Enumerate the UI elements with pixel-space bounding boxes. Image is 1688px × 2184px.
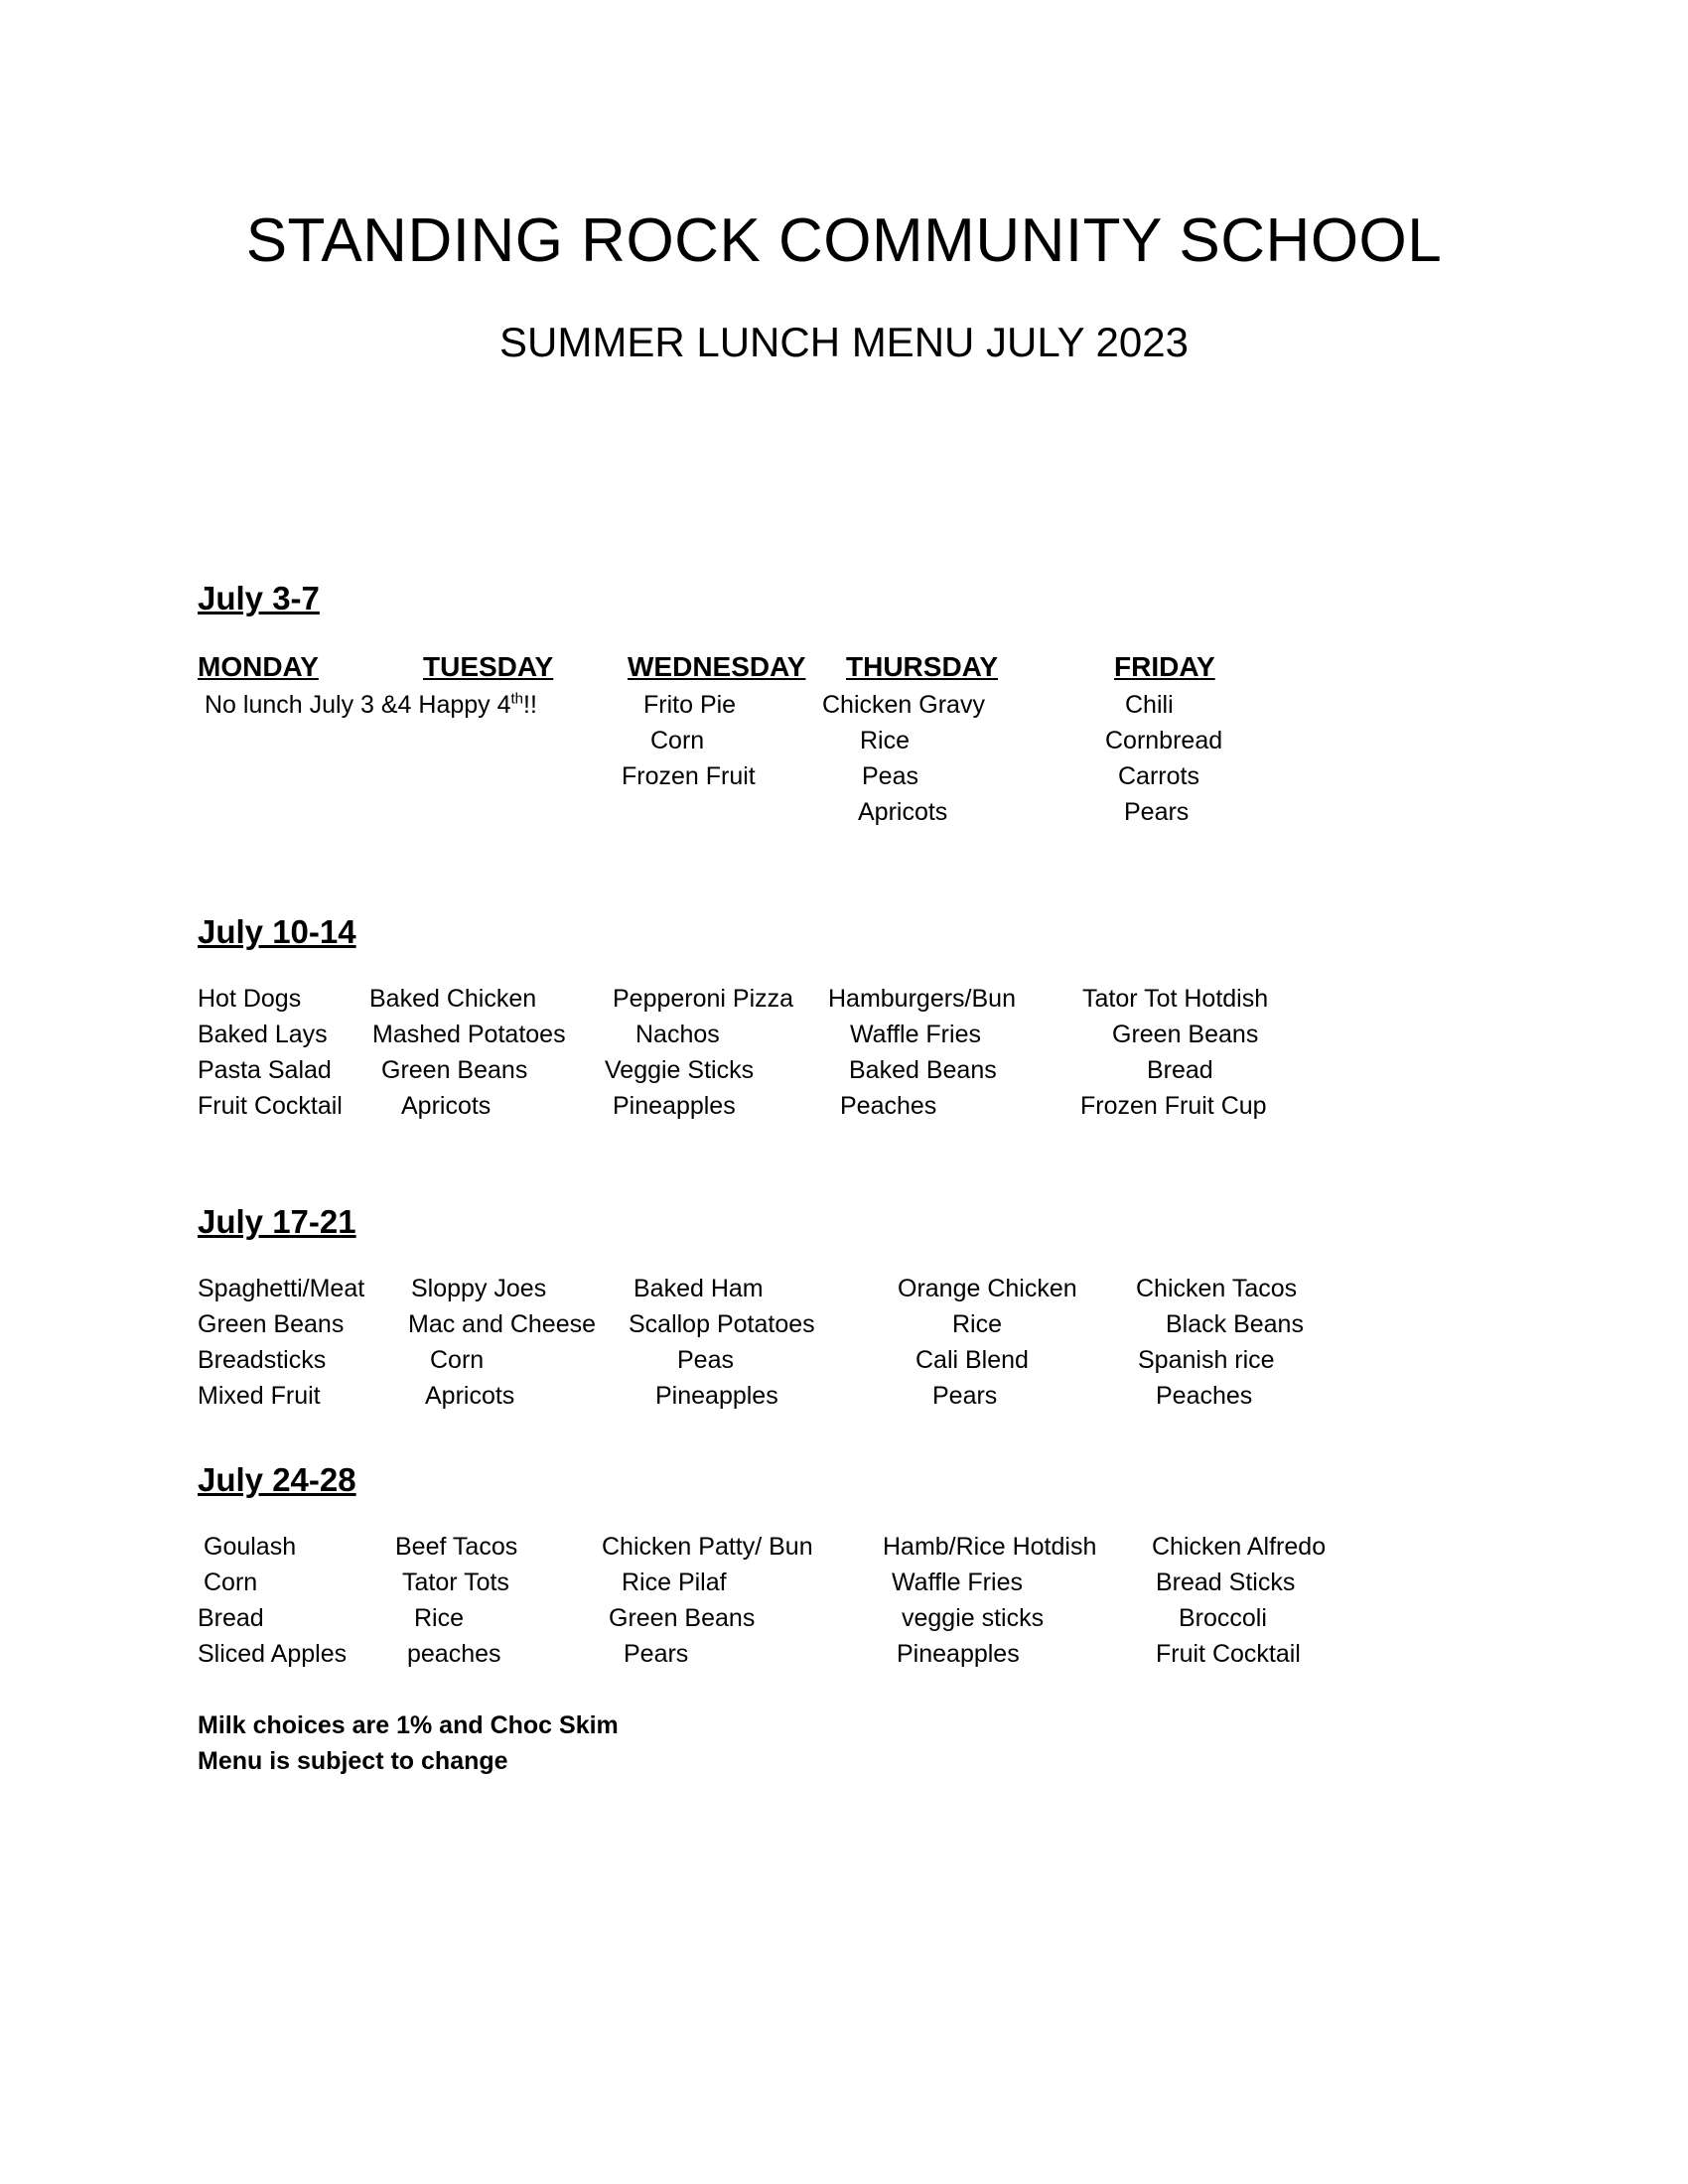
week-heading-july-3-7: July 3-7 <box>198 580 320 616</box>
menu-item: Frito Pie <box>643 691 737 719</box>
menu-item: Green Beans <box>198 1310 345 1338</box>
menu-item: Peaches <box>840 1092 937 1120</box>
menu-item: veggie sticks <box>902 1604 1045 1632</box>
menu-item: Corn <box>204 1569 258 1596</box>
menu-item: Beef Tacos <box>395 1533 518 1561</box>
menu-item: Pears <box>624 1640 689 1668</box>
menu-item: Apricots <box>858 798 948 826</box>
menu-item: Rice Pilaf <box>622 1569 727 1596</box>
menu-item: Nachos <box>635 1021 720 1048</box>
menu-item: Pineapples <box>613 1092 736 1120</box>
menu-item: peaches <box>407 1640 501 1668</box>
menu-item: Apricots <box>425 1382 515 1410</box>
day-header-wednesday: WEDNESDAY <box>628 651 806 682</box>
menu-item: Bread <box>198 1604 264 1632</box>
menu-item: Peaches <box>1156 1382 1253 1410</box>
menu-item: Fruit Cocktail <box>1156 1640 1301 1668</box>
week-heading-july-10-14: July 10-14 <box>198 913 356 950</box>
menu-item: Rice <box>860 727 911 754</box>
menu-item: Waffle Fries <box>850 1021 981 1048</box>
menu-item: Hamb/Rice Hotdish <box>883 1533 1097 1561</box>
week-heading-july-17-21: July 17-21 <box>198 1203 356 1240</box>
menu-item: Veggie Sticks <box>605 1056 755 1084</box>
menu-item: Tator Tot Hotdish <box>1082 985 1269 1013</box>
menu-item: Sloppy Joes <box>411 1275 547 1302</box>
menu-item: Chicken Tacos <box>1136 1275 1298 1302</box>
menu-item: Spanish rice <box>1138 1346 1275 1374</box>
day-header-friday: FRIDAY <box>1114 651 1215 682</box>
menu-item: Green Beans <box>381 1056 528 1084</box>
menu-item: Scallop Potatoes <box>629 1310 815 1338</box>
menu-item: Chicken Gravy <box>822 691 985 719</box>
day-header-monday: MONDAY <box>198 651 319 682</box>
menu-item: Pears <box>1124 798 1190 826</box>
menu-item: Pears <box>932 1382 998 1410</box>
menu-item: Mashed Potatoes <box>372 1021 566 1048</box>
menu-item: Mixed Fruit <box>198 1382 321 1410</box>
menu-item: Bread Sticks <box>1156 1569 1296 1596</box>
menu-item: Baked Beans <box>849 1056 997 1084</box>
day-header-tuesday: TUESDAY <box>423 651 554 682</box>
menu-item: Black Beans <box>1166 1310 1304 1338</box>
menu-item: Mac and Cheese <box>408 1310 597 1338</box>
menu-item: Baked Chicken <box>369 985 537 1013</box>
menu-item: Tator Tots <box>402 1569 509 1596</box>
menu-item: Chicken Patty/ Bun <box>602 1533 813 1561</box>
menu-item: Corn <box>430 1346 485 1374</box>
menu-item: Pepperoni Pizza <box>613 985 794 1013</box>
menu-item: Broccoli <box>1179 1604 1267 1632</box>
menu-item: Rice <box>952 1310 1003 1338</box>
day-header-thursday: THURSDAY <box>846 651 998 682</box>
change-note: Menu is subject to change <box>198 1747 508 1775</box>
menu-item: Pineapples <box>655 1382 778 1410</box>
menu-item: Pineapples <box>897 1640 1020 1668</box>
menu-item: Sliced Apples <box>198 1640 348 1668</box>
menu-item: Baked Lays <box>198 1021 328 1048</box>
menu-item: Apricots <box>401 1092 492 1120</box>
document-subtitle: SUMMER LUNCH MENU JULY 2023 <box>499 319 1189 365</box>
menu-item: Peas <box>862 762 918 790</box>
milk-note: Milk choices are 1% and Choc Skim <box>198 1711 619 1739</box>
menu-item: Fruit Cocktail <box>198 1092 343 1120</box>
menu-item: Chili <box>1125 691 1174 719</box>
menu-item: Rice <box>414 1604 465 1632</box>
menu-item: Cali Blend <box>915 1346 1029 1374</box>
menu-item: Corn <box>650 727 705 754</box>
no-lunch-note: No lunch July 3 &4 Happy 4th!! <box>205 690 537 719</box>
menu-item: Hot Dogs <box>198 985 302 1013</box>
menu-item: Green Beans <box>609 1604 756 1632</box>
menu-item: Orange Chicken <box>898 1275 1077 1302</box>
menu-item: Cornbread <box>1105 727 1223 754</box>
menu-item: Frozen Fruit Cup <box>1080 1092 1267 1120</box>
menu-item: Bread <box>1147 1056 1213 1084</box>
menu-item: Goulash <box>204 1533 297 1561</box>
menu-item: Spaghetti/Meat <box>198 1275 365 1302</box>
menu-item: Hamburgers/Bun <box>828 985 1016 1013</box>
document-title: STANDING ROCK COMMUNITY SCHOOL <box>245 206 1443 275</box>
menu-item: Breadsticks <box>198 1346 327 1374</box>
menu-item: Peas <box>677 1346 734 1374</box>
menu-item: Carrots <box>1118 762 1199 790</box>
menu-item: Pasta Salad <box>198 1056 332 1084</box>
menu-item: Baked Ham <box>633 1275 764 1302</box>
week-heading-july-24-28: July 24-28 <box>198 1461 356 1498</box>
menu-item: Frozen Fruit <box>622 762 756 790</box>
menu-item: Chicken Alfredo <box>1152 1533 1327 1561</box>
menu-item: Waffle Fries <box>892 1569 1023 1596</box>
menu-item: Green Beans <box>1112 1021 1259 1048</box>
